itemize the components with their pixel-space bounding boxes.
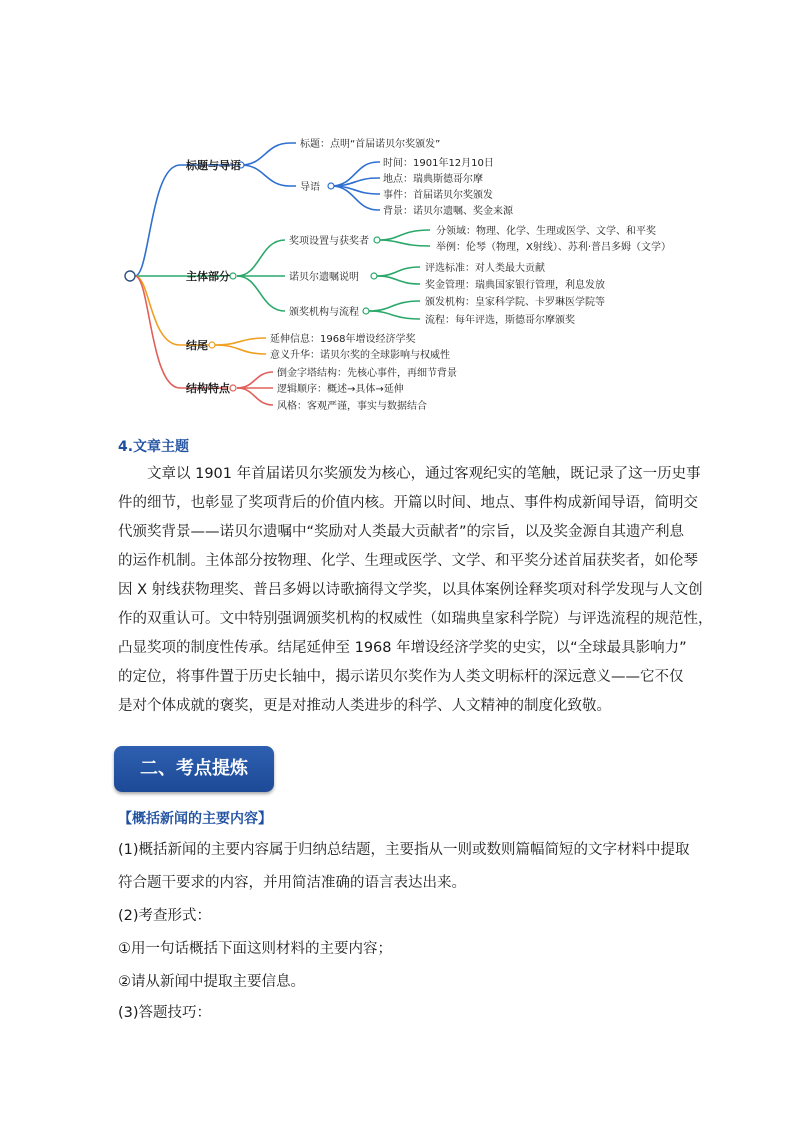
section-banner bbox=[114, 746, 274, 792]
branch-label: 结尾 bbox=[186, 339, 208, 352]
leaf-label: 时间：1901年12月10日 bbox=[383, 158, 494, 169]
body-line: (1)概括新闻的主要内容属于归纳总结题，主要指从一则或数则篇幅简短的文字材料中提取 bbox=[118, 842, 690, 858]
leaf-label: 流程：每年评选，斯德哥尔摩颁奖 bbox=[425, 315, 575, 326]
branch-node bbox=[230, 273, 236, 279]
node-label: 导语 bbox=[300, 182, 320, 193]
node-label: 逻辑顺序：概述→具体→延伸 bbox=[277, 384, 404, 395]
node-label: 颁奖机构与流程 bbox=[289, 307, 359, 318]
connector-root-b1 bbox=[135, 165, 236, 276]
branch-label: 标题与导语 bbox=[186, 159, 241, 172]
body-line: (2)考查形式： bbox=[118, 908, 212, 924]
mind-map bbox=[0, 0, 794, 430]
connector-root-b4 bbox=[135, 276, 228, 388]
leaf-label: 分领域：物理、化学、生理或医学、文学、和平奖 bbox=[436, 226, 656, 237]
paragraph-line: 因 X 射线获物理奖、普吕多姆以诗歌摘得文学奖，以具体案例诠释奖项对科学发现与人文创 bbox=[118, 582, 703, 598]
branch-label: 主体部分 bbox=[186, 270, 230, 283]
paragraph-line: 文章以 1901 年首届诺贝尔奖颁发为核心，通过客观纪实的笔触，既记录了这一历史事 bbox=[147, 466, 701, 482]
node-label: 诺贝尔遗嘱说明 bbox=[289, 272, 359, 283]
leaf-label: 评选标准：对人类最大贡献 bbox=[425, 263, 545, 274]
paragraph-line: 的运作机制。主体部分按物理、化学、生理或医学、文学、和平奖分述首届获奖者，如伦琴 bbox=[118, 553, 698, 569]
branch-node bbox=[230, 385, 236, 391]
body-line: (3)答题技巧： bbox=[118, 1005, 212, 1021]
connector-root-b3 bbox=[135, 276, 210, 345]
banner-title: 二、考点提炼 bbox=[140, 758, 248, 779]
paragraph-line: 凸显奖项的制度性传承。结尾延伸至 1968 年增设经济学奖的史实，以“全球最具影响力” bbox=[118, 640, 687, 656]
branch-node bbox=[328, 183, 334, 189]
leaf-label: 事件：首届诺贝尔奖颁发 bbox=[383, 190, 493, 201]
paragraph-line: 代颁奖背景——诺贝尔遗嘱中“奖励对人类最大贡献者”的宗旨，以及奖金源自其遗产利息 bbox=[118, 524, 685, 540]
leaf-label: 奖金管理：瑞典国家银行管理，利息发放 bbox=[425, 280, 605, 291]
leaf-label: 地点：瑞典斯德哥尔摩 bbox=[383, 174, 483, 185]
leaf-label: 背景：诺贝尔遗嘱、奖金来源 bbox=[383, 206, 513, 217]
branch-node bbox=[371, 273, 377, 279]
body-line: 符合题干要求的内容，并用简洁准确的语言表达出来。 bbox=[118, 875, 466, 891]
body-line: ②请从新闻中提取主要信息。 bbox=[118, 974, 305, 990]
node-label: 延伸信息：1968年增设经济学奖 bbox=[270, 334, 416, 345]
body-line: ①用一句话概括下面这则材料的主要内容； bbox=[118, 941, 392, 957]
paragraph-line: 件的细节，也彰显了奖项背后的价值内核。开篇以时间、地点、事件构成新闻导语，简明交 bbox=[118, 495, 698, 511]
node-label: 标题：点明“首届诺贝尔奖颁发” bbox=[300, 139, 441, 150]
branch-label: 结构特点 bbox=[186, 382, 230, 395]
branch-node bbox=[363, 308, 369, 314]
sub-heading: 【概括新闻的主要内容】 bbox=[118, 811, 272, 827]
leaf-label: 举例：伦琴（物理，X射线）、苏利·普吕多姆（文学） bbox=[436, 242, 672, 253]
leaf-label: 颁发机构：皇家科学院、卡罗琳医学院等 bbox=[425, 297, 605, 308]
node-label: 风格：客观严谨，事实与数据结合 bbox=[277, 401, 427, 412]
branch-node bbox=[374, 237, 380, 243]
paragraph-line: 的定位，将事件置于历史长轴中，揭示诺贝尔奖作为人类文明标杆的深远意义——它不仅 bbox=[118, 669, 684, 685]
node-label: 意义升华：诺贝尔奖的全球影响与权威性 bbox=[270, 350, 450, 361]
node-label: 倒金字塔结构：先核心事件，再细节背景 bbox=[277, 368, 457, 379]
branch-node bbox=[209, 342, 215, 348]
theme-paragraph bbox=[118, 460, 713, 721]
paragraph-line: 是对个体成就的褒奖，更是对推动人类进步的科学、人文精神的制度化致敬。 bbox=[118, 698, 611, 714]
section-title: 4.文章主题 bbox=[118, 439, 190, 455]
root-node bbox=[125, 271, 135, 281]
paragraph-line: 作的双重认可。文中特别强调颁奖机构的权威性（如瑞典皇家科学院）与评选流程的规范性， bbox=[118, 611, 713, 627]
node-label: 奖项设置与获奖者 bbox=[289, 236, 369, 247]
